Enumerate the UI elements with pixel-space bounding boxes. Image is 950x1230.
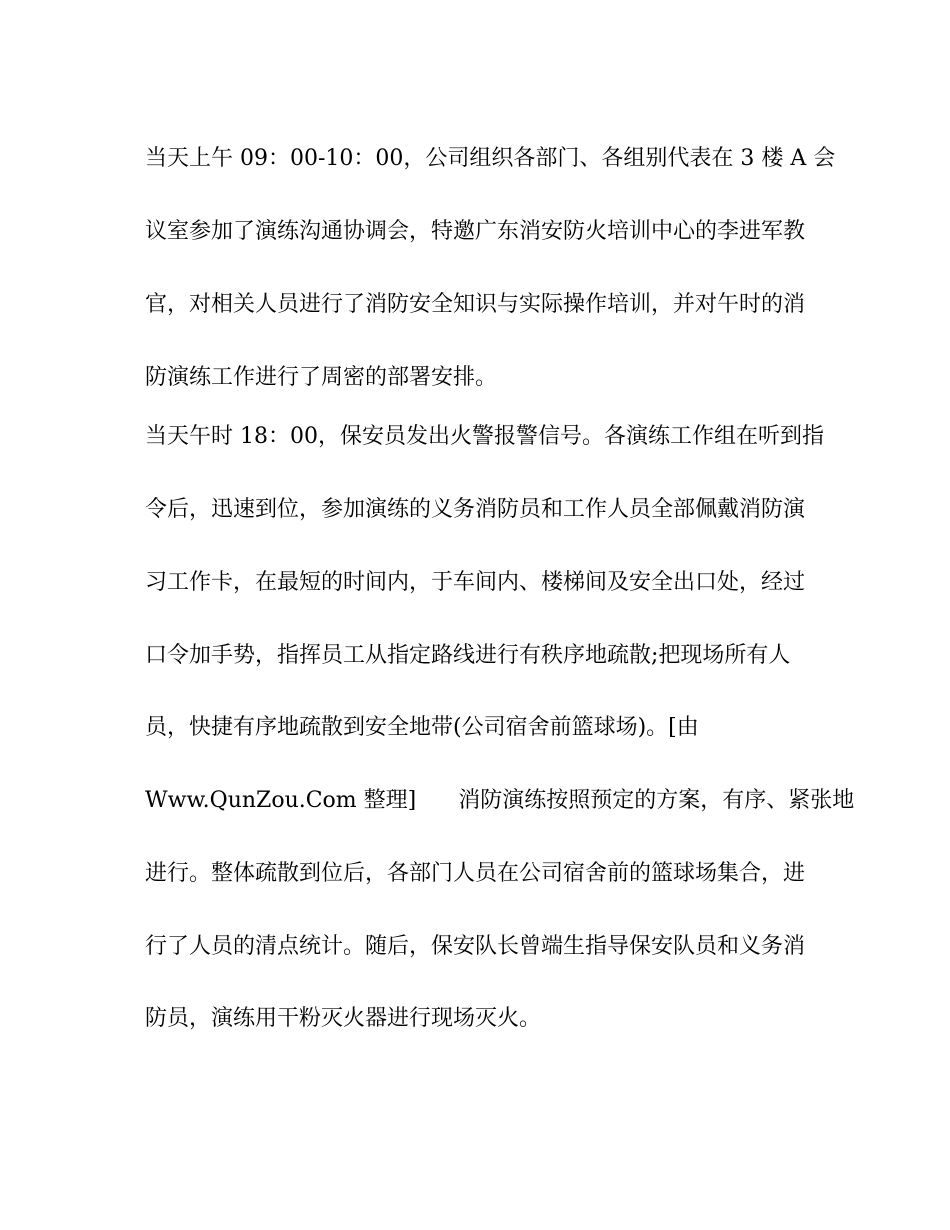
text-line: 行了人员的清点统计。随后，保安队长曾端生指导保安队员和义务消 bbox=[145, 934, 806, 959]
text-line: 防员，演练用干粉灭火器进行现场灭火。 bbox=[145, 1006, 542, 1031]
text-line: 当天午时 18：00，保安员发出火警报警信号。各演练工作组在听到指 bbox=[145, 424, 824, 449]
text-line: 令后，迅速到位，参加演练的义务消防员和工作人员全部佩戴消防演 bbox=[145, 497, 806, 522]
text-line: 当天上午 09：00-10：00，公司组织各部门、各组别代表在 3 楼 A 会 bbox=[145, 146, 836, 171]
text-line: 进行。整体疏散到位后，各部门人员在公司宿舍前的篮球场集合，进 bbox=[145, 861, 806, 886]
text-line: 习工作卡，在最短的时间内，于车间内、楼梯间及安全出口处，经过 bbox=[145, 570, 806, 595]
text-line: 议室参加了演练沟通协调会，特邀广东消安防火培训中心的李进军教 bbox=[145, 219, 806, 244]
text-line: 口令加手势，指挥员工从指定路线进行有秩序地疏散;把现场所有人 bbox=[145, 643, 791, 668]
text-line: Www.QunZou.Com 整理] 消防演练按照预定的方案，有序、紧张地 bbox=[145, 788, 855, 813]
text-line: 防演练工作进行了周密的部署安排。 bbox=[145, 365, 498, 390]
text-line: 官，对相关人员进行了消防安全知识与实际操作培训，并对午时的消 bbox=[145, 292, 806, 317]
text-line: 员，快捷有序地疏散到安全地带(公司宿舍前篮球场)。[由 bbox=[145, 715, 699, 740]
